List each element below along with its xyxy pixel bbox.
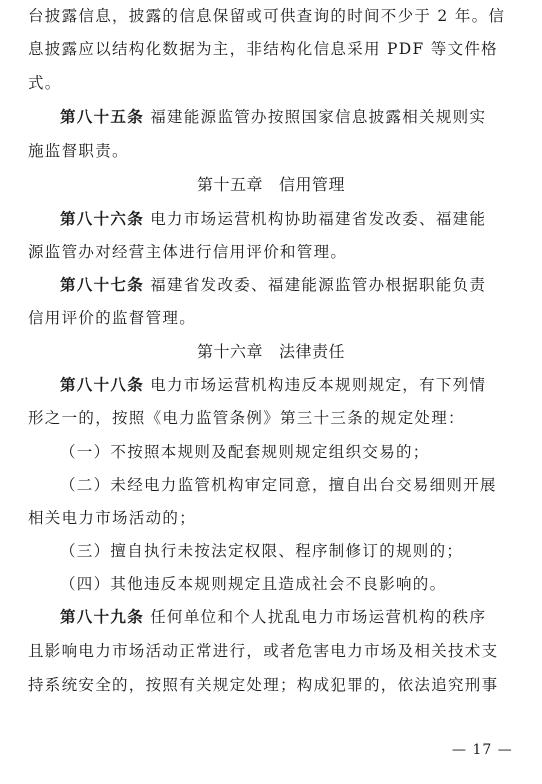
list-item: （二）未经电力监管机构审定同意，擅自出台交易细则开展: [60, 476, 497, 494]
text-line: 持系统安全的，按照有关规定处理；构成犯罪的，依法追究刑事: [28, 676, 499, 694]
article-text: 福建能源监管办按照国家信息披露相关规则实: [144, 108, 487, 126]
text-line: 相关电力市场活动的；: [28, 509, 197, 527]
article-heading: 第八十八条: [60, 375, 145, 394]
article-text: 电力市场运营机构违反本规则规定，有下列情: [144, 376, 487, 394]
article-87: [60, 274, 516, 296]
article-85: [60, 106, 516, 128]
text-line: 息披露应以结构化数据为主，非结构化信息采用 PDF 等文件格: [28, 40, 498, 58]
chapter-number: 第十六章: [196, 342, 263, 361]
text-line: 形之一的，按照《电力监管条例》第三十三条的规定处理：: [28, 409, 465, 427]
text-line: 式。: [28, 74, 62, 92]
article-88: [60, 374, 516, 396]
article-heading: 第八十七条: [60, 275, 145, 294]
article-heading: 第八十九条: [60, 607, 145, 626]
chapter-title: 法律责任: [279, 342, 346, 361]
list-item: （三）擅自执行未按法定权限、程序制修订的规则的；: [60, 542, 464, 560]
text-line: 施监督职责。: [28, 142, 129, 160]
article-text: 福建省发改委、福建能源监管办根据职能负责: [144, 276, 487, 294]
text-line: 源监管办对经营主体进行信用评价和管理。: [28, 243, 348, 261]
article-86: [60, 208, 516, 230]
chapter-number: 第十五章: [196, 175, 263, 194]
chapter-heading: [0, 174, 542, 196]
chapter-title: 信用管理: [279, 175, 346, 194]
article-89: [60, 606, 516, 628]
list-item: （一）不按照本规则及配套规则规定组织交易的；: [60, 443, 430, 461]
text-line: 台披露信息，披露的信息保留或可供查询的时间不少于 2 年。信: [28, 7, 506, 25]
article-heading: 第八十五条: [60, 107, 145, 126]
article-heading: 第八十六条: [60, 209, 145, 228]
page-number: — 17 —: [452, 742, 513, 758]
chapter-heading: [0, 341, 542, 363]
list-item: （四）其他违反本规则规定且造成社会不良影响的。: [60, 575, 447, 593]
text-line: 且影响电力市场活动正常进行，或者危害电力市场及相关技术支: [28, 642, 499, 660]
text-line: 信用评价的监督管理。: [28, 309, 197, 327]
article-text: 任何单位和个人扰乱电力市场运营机构的秩序: [144, 608, 487, 626]
article-text: 电力市场运营机构协助福建省发改委、福建能: [144, 210, 487, 228]
